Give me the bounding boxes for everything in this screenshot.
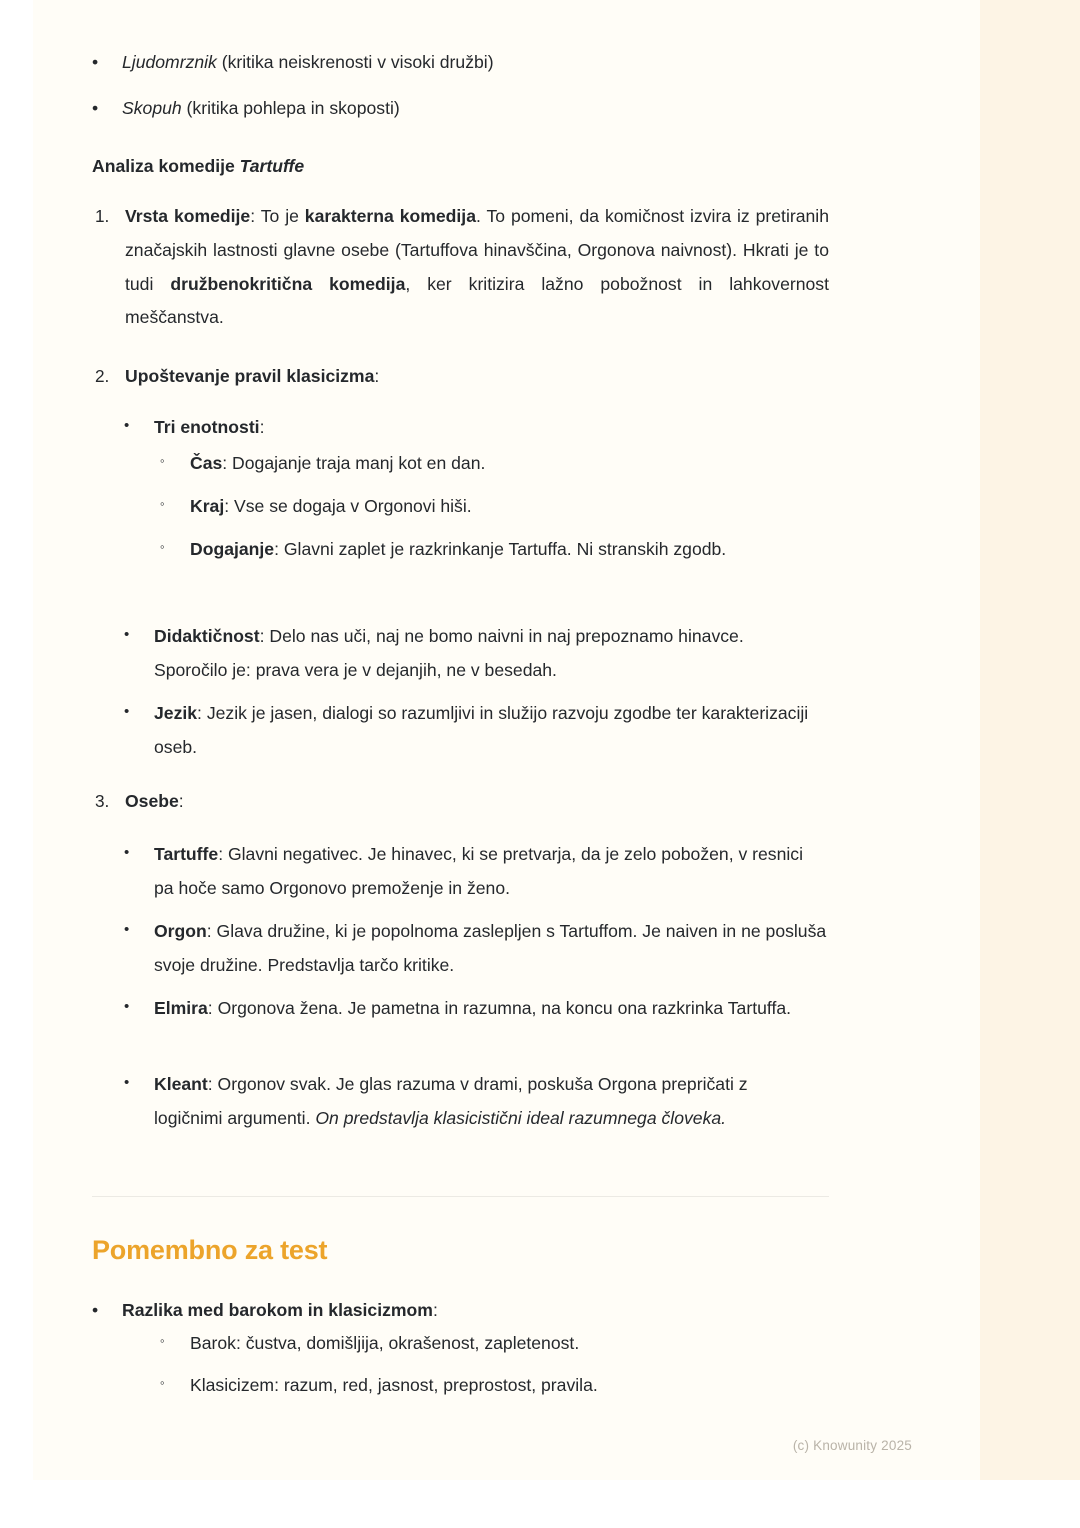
work-title: Skopuh: [122, 98, 182, 118]
bullet-marker: •: [92, 52, 99, 72]
term-label: Vrsta komedije: [125, 206, 251, 226]
list-item-jezik: • Jezik: Jezik je jasen, dialogi so razumljivi in služijo razvoju zgodbe ter karakterizaciji oseb.: [124, 697, 814, 765]
document-page: [33, 0, 980, 1480]
character-name: Orgon: [154, 921, 207, 941]
work-title: Ljudomrznik: [122, 52, 217, 72]
circle-marker: ◦: [160, 496, 165, 511]
section-divider: [92, 1196, 829, 1197]
emphasis-term: družbenokritična komedija: [170, 273, 406, 294]
term-label: Jezik: [154, 703, 198, 723]
circle-marker: ◦: [160, 453, 165, 468]
exam-item-text: Klasicizem: razum, red, jasnost, preprostost, pravila.: [190, 1375, 598, 1395]
list-item-kraj: ◦ Kraj: Vse se dogaja v Orgonovi hiši.: [160, 490, 472, 524]
term-label: Kraj: [190, 496, 225, 516]
exam-section-heading: Pomembno za test: [92, 1235, 328, 1265]
character-elmira: • Elmira: Orgonova žena. Je pametna in razumna, na koncu ona razkrinka Tartuffa.: [124, 992, 834, 1026]
circle-marker: ◦: [160, 1375, 165, 1390]
numbered-item-3: 3. Osebe:: [92, 785, 184, 819]
term-label: Čas: [190, 453, 223, 473]
list-item: [92, 46, 494, 80]
exam-item-barok: [160, 1327, 579, 1361]
list-number: 3.: [95, 791, 110, 811]
bullet-marker: •: [124, 417, 130, 434]
character-orgon: • Orgon: Glava družine, ki je popolnoma zaslepljen s Tartuffom. Je naiven in ne posluša svoje družine. Predstavlja tarčo kritike.: [124, 915, 834, 983]
circle-marker: ◦: [160, 539, 165, 554]
bullet-marker: •: [92, 1300, 99, 1320]
term-label: Upoštevanje pravil klasicizma: [125, 366, 375, 386]
list-number: 2.: [95, 366, 110, 386]
bullet-marker: •: [124, 1074, 130, 1091]
character-tartuffe: • Tartuffe: Glavni negativec. Je hinavec, ki se pretvarja, da je zelo pobožen, v resnici pa hoče samo Orgonovo premoženje in ženo.: [124, 838, 814, 906]
circle-marker: ◦: [160, 1333, 165, 1348]
exam-item-text: Barok: čustva, domišljija, okrašenost, zapletenost.: [190, 1333, 580, 1353]
numbered-item-2: 2. Upoštevanje pravil klasicizma:: [92, 360, 379, 394]
analysis-heading: Analiza komedije Tartuffe: [92, 156, 305, 176]
exam-item-klasicizem: [160, 1369, 598, 1403]
list-item-didakticnost: • Didaktičnost: Delo nas uči, naj ne bomo naivni in naj prepoznamo hinavce. Sporočilo je: prava vera je v dejanjih, ne v besedah.: [124, 620, 814, 688]
bullet-marker: •: [92, 98, 99, 118]
list-item-cas: ◦ Čas: Dogajanje traja manj kot en dan.: [160, 447, 485, 481]
work-description: (kritika pohlepa in skoposti): [181, 98, 400, 118]
list-number: 1.: [95, 206, 110, 226]
character-name: Kleant: [154, 1074, 208, 1094]
bullet-marker: •: [124, 844, 130, 861]
bullet-marker: •: [124, 921, 130, 938]
term-label: Razlika med barokom in klasicizmom: [122, 1300, 433, 1320]
list-item-dogajanje: ◦ Dogajanje: Glavni zaplet je razkrinkanje Tartuffa. Ni stranskih zgodb.: [160, 533, 800, 567]
sublist-tri-enotnosti: • Tri enotnosti:: [124, 411, 264, 445]
numbered-item-1: 1. Vrsta komedije: To je karakterna komedija. To pomeni, da komičnost izvira iz pretiranih značajskih lastnosti glavne osebe (Tartuffova hinavščina, Orgonova naivnost). Hkrati je to tudi družbenokritična komedija, ker kritizira lažno pobožnost in lahkovernost meščanstva.: [92, 200, 829, 335]
term-label: Tri enotnosti: [154, 417, 260, 437]
term-label: Didaktičnost: [154, 626, 260, 646]
emphasis-term: karakterna komedija: [304, 206, 476, 226]
term-label: Dogajanje: [190, 539, 275, 559]
character-kleant: • Kleant: Orgonov svak. Je glas razuma v drami, poskuša Orgona prepričati z logičnimi argumenti. On predstavlja klasicistični ideal razumnega človeka.: [124, 1068, 814, 1136]
character-name: Tartuffe: [154, 844, 219, 864]
character-name: Elmira: [154, 998, 208, 1018]
character-note: On predstavlja klasicistični ideal razumnega človeka.: [315, 1107, 727, 1128]
list-item: [92, 92, 400, 126]
term-label: Osebe: [125, 791, 179, 811]
watermark: (c) Knowunity 2025: [792, 1438, 912, 1453]
bullet-marker: •: [124, 626, 130, 643]
next-page-edge: [973, 0, 1080, 1480]
exam-bullet: • Razlika med barokom in klasicizmom:: [92, 1294, 438, 1328]
work-description: (kritika neiskrenosti v visoki družbi): [216, 52, 494, 72]
bullet-marker: •: [124, 703, 130, 720]
analysis-heading-title: Tartuffe: [239, 156, 305, 176]
bullet-marker: •: [124, 998, 130, 1015]
